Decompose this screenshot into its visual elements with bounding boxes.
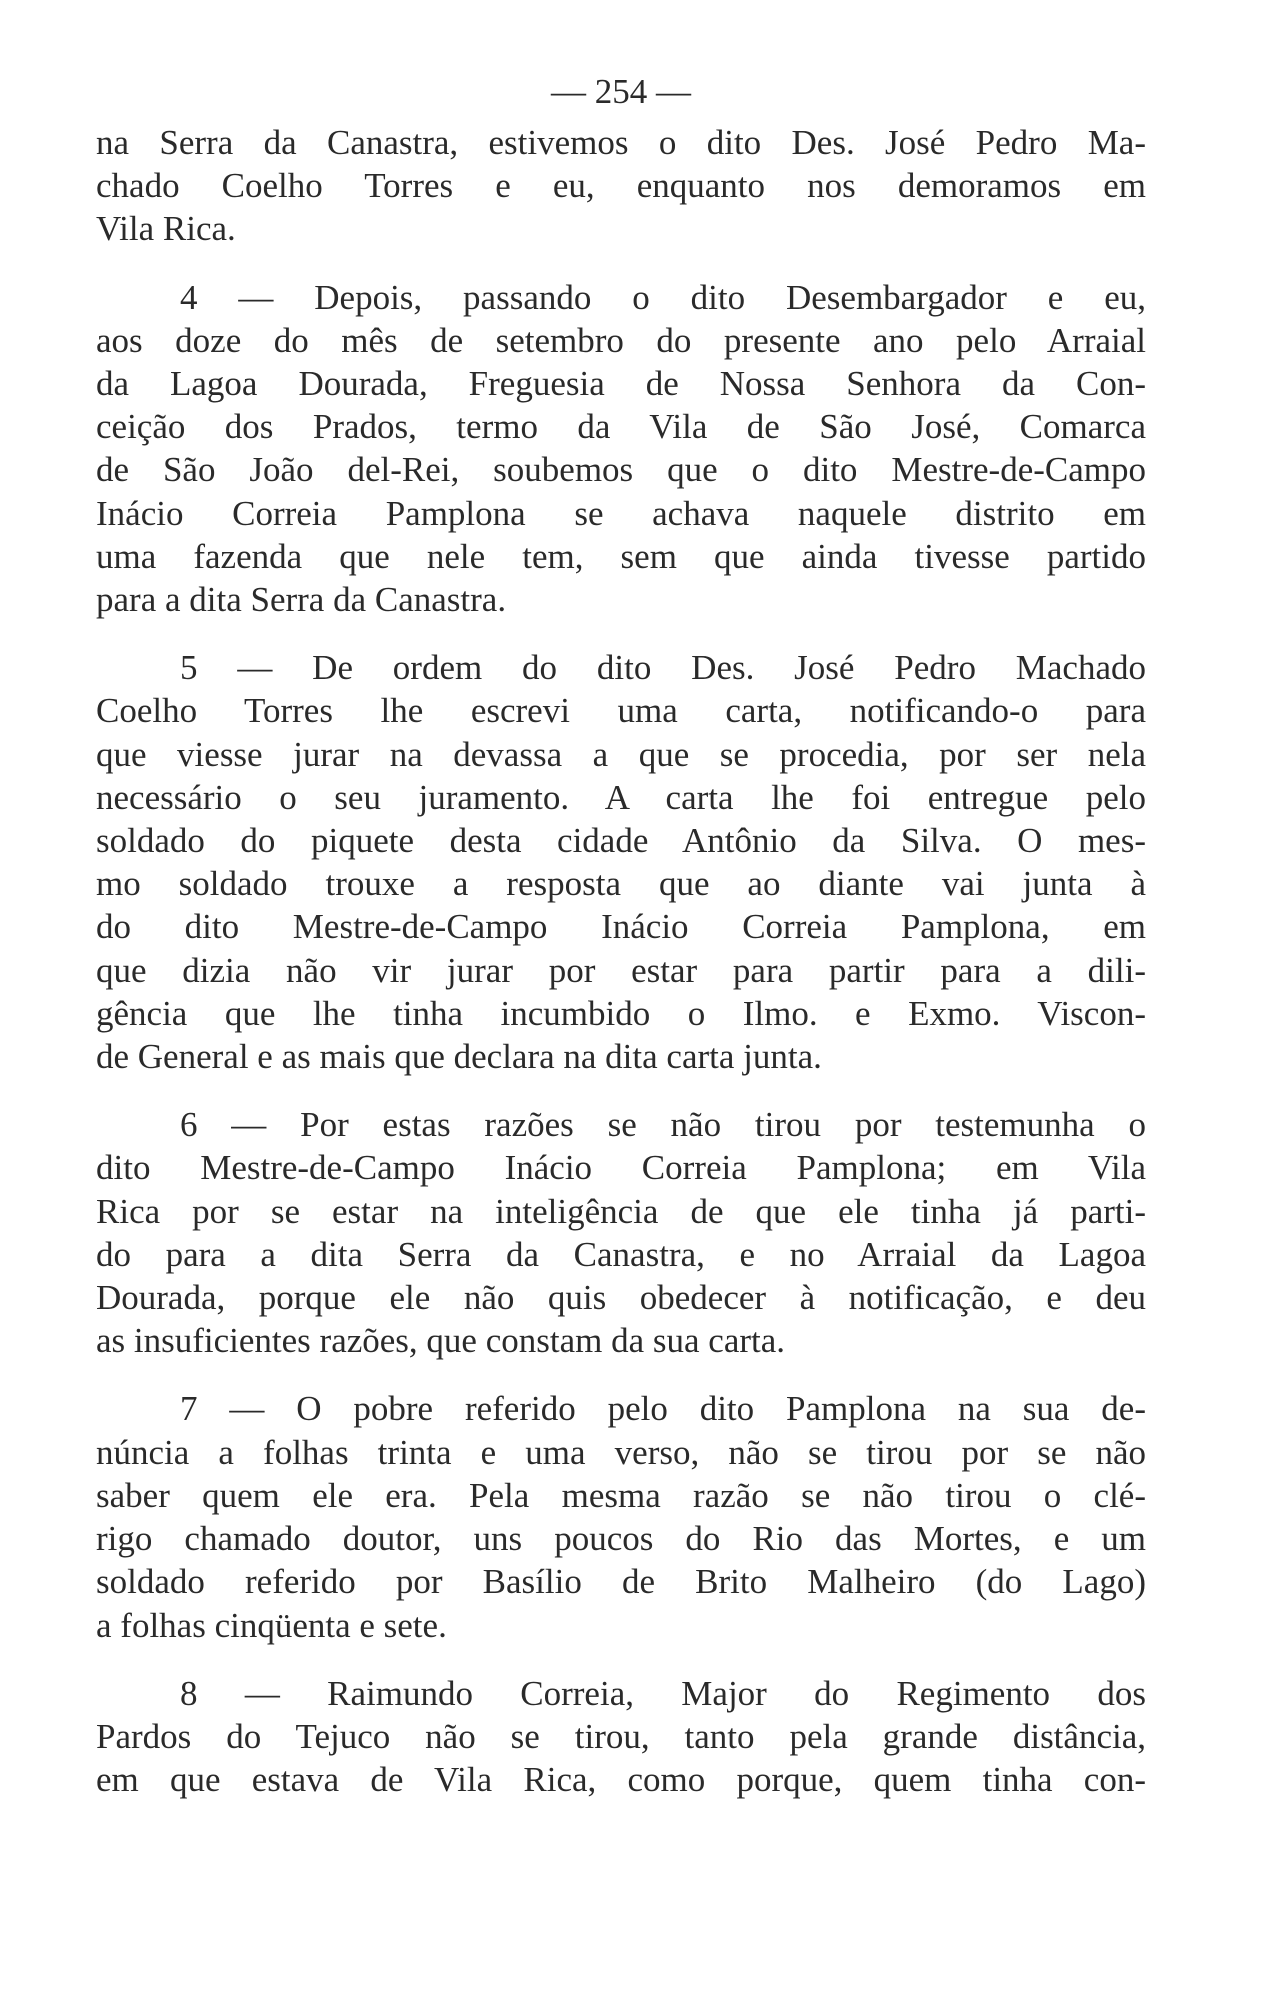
text-line: 4 — Depois, passando o dito Desembargador e eu, bbox=[180, 277, 1146, 317]
document-page bbox=[96, 70, 1146, 1826]
text-line: do para a dita Serra da Canastra, e no Arraial da Lagoa bbox=[96, 1234, 1146, 1274]
text-line: saber quem ele era. Pela mesma razão se não tirou o clé- bbox=[96, 1475, 1146, 1515]
body-text bbox=[96, 121, 1146, 1801]
text-line: dito Mestre-de-Campo Inácio Correia Pamplona; em Vila bbox=[96, 1148, 1146, 1188]
text-line: Rica por se estar na inteligência de que ele tinha já parti- bbox=[96, 1191, 1146, 1231]
text-line: 7 — O pobre referido pelo dito Pamplona na sua de- bbox=[180, 1389, 1146, 1429]
paragraph-p0 bbox=[96, 121, 1146, 251]
text-line: Vila Rica. bbox=[96, 209, 236, 249]
text-line: a folhas cinqüenta e sete. bbox=[96, 1605, 447, 1645]
text-line: do dito Mestre-de-Campo Inácio Correia Pamplona, em bbox=[96, 907, 1146, 947]
page-number: — 254 — bbox=[551, 72, 691, 111]
text-line: Dourada, porque ele não quis obedecer à notificação, e deu bbox=[96, 1278, 1146, 1318]
text-line: da Lagoa Dourada, Freguesia de Nossa Senhora da Con- bbox=[96, 364, 1146, 404]
text-line: ceição dos Prados, termo da Vila de São José, Comarca bbox=[96, 407, 1146, 447]
text-line: mo soldado trouxe a resposta que ao diante vai junta à bbox=[96, 864, 1146, 904]
text-line: Coelho Torres lhe escrevi uma carta, notificando-o para bbox=[96, 691, 1146, 731]
text-line: em que estava de Vila Rica, como porque, quem tinha con- bbox=[96, 1760, 1146, 1800]
text-line: soldado do piquete desta cidade Antônio da Silva. O mes- bbox=[96, 821, 1146, 861]
text-line: 5 — De ordem do dito Des. José Pedro Machado bbox=[180, 648, 1146, 688]
text-line: gência que lhe tinha incumbido o Ilmo. e Exmo. Viscon- bbox=[96, 993, 1146, 1033]
text-line: núncia a folhas trinta e uma verso, não se tirou por se não bbox=[96, 1432, 1146, 1472]
text-line: necessário o seu juramento. A carta lhe foi entregue pelo bbox=[96, 777, 1146, 817]
paragraph-p7 bbox=[96, 1387, 1146, 1646]
text-line: para a dita Serra da Canastra. bbox=[96, 580, 507, 620]
text-line: uma fazenda que nele tem, sem que ainda tivesse partido bbox=[96, 536, 1146, 576]
paragraph-p6 bbox=[96, 1103, 1146, 1362]
text-line: Inácio Correia Pamplona se achava naquele distrito em bbox=[96, 493, 1146, 533]
text-line: que viesse jurar na devassa a que se procedia, por ser nela bbox=[96, 734, 1146, 774]
text-line: 6 — Por estas razões se não tirou por testemunha o bbox=[180, 1105, 1146, 1145]
paragraph-p8 bbox=[96, 1672, 1146, 1802]
text-line: aos doze do mês de setembro do presente ano pelo Arraial bbox=[96, 320, 1146, 360]
text-line: soldado referido por Basílio de Brito Malheiro (do Lago) bbox=[96, 1562, 1146, 1602]
paragraph-p4 bbox=[96, 276, 1146, 622]
text-line: de General e as mais que declara na dita carta junta. bbox=[96, 1037, 822, 1077]
text-line: que dizia não vir jurar por estar para partir para a dili- bbox=[96, 950, 1146, 990]
text-line: chado Coelho Torres e eu, enquanto nos demoramos em bbox=[96, 166, 1146, 206]
text-line: as insuficientes razões, que constam da sua carta. bbox=[96, 1321, 786, 1361]
text-line: de São João del-Rei, soubemos que o dito Mestre-de-Campo bbox=[96, 450, 1146, 490]
text-line: Pardos do Tejuco não se tirou, tanto pela grande distância, bbox=[96, 1716, 1146, 1756]
text-line: 8 — Raimundo Correia, Major do Regimento dos bbox=[180, 1673, 1146, 1713]
text-line: rigo chamado doutor, uns poucos do Rio das Mortes, e um bbox=[96, 1519, 1146, 1559]
text-line: na Serra da Canastra, estivemos o dito Des. José Pedro Ma- bbox=[96, 123, 1146, 162]
paragraph-p5 bbox=[96, 646, 1146, 1078]
